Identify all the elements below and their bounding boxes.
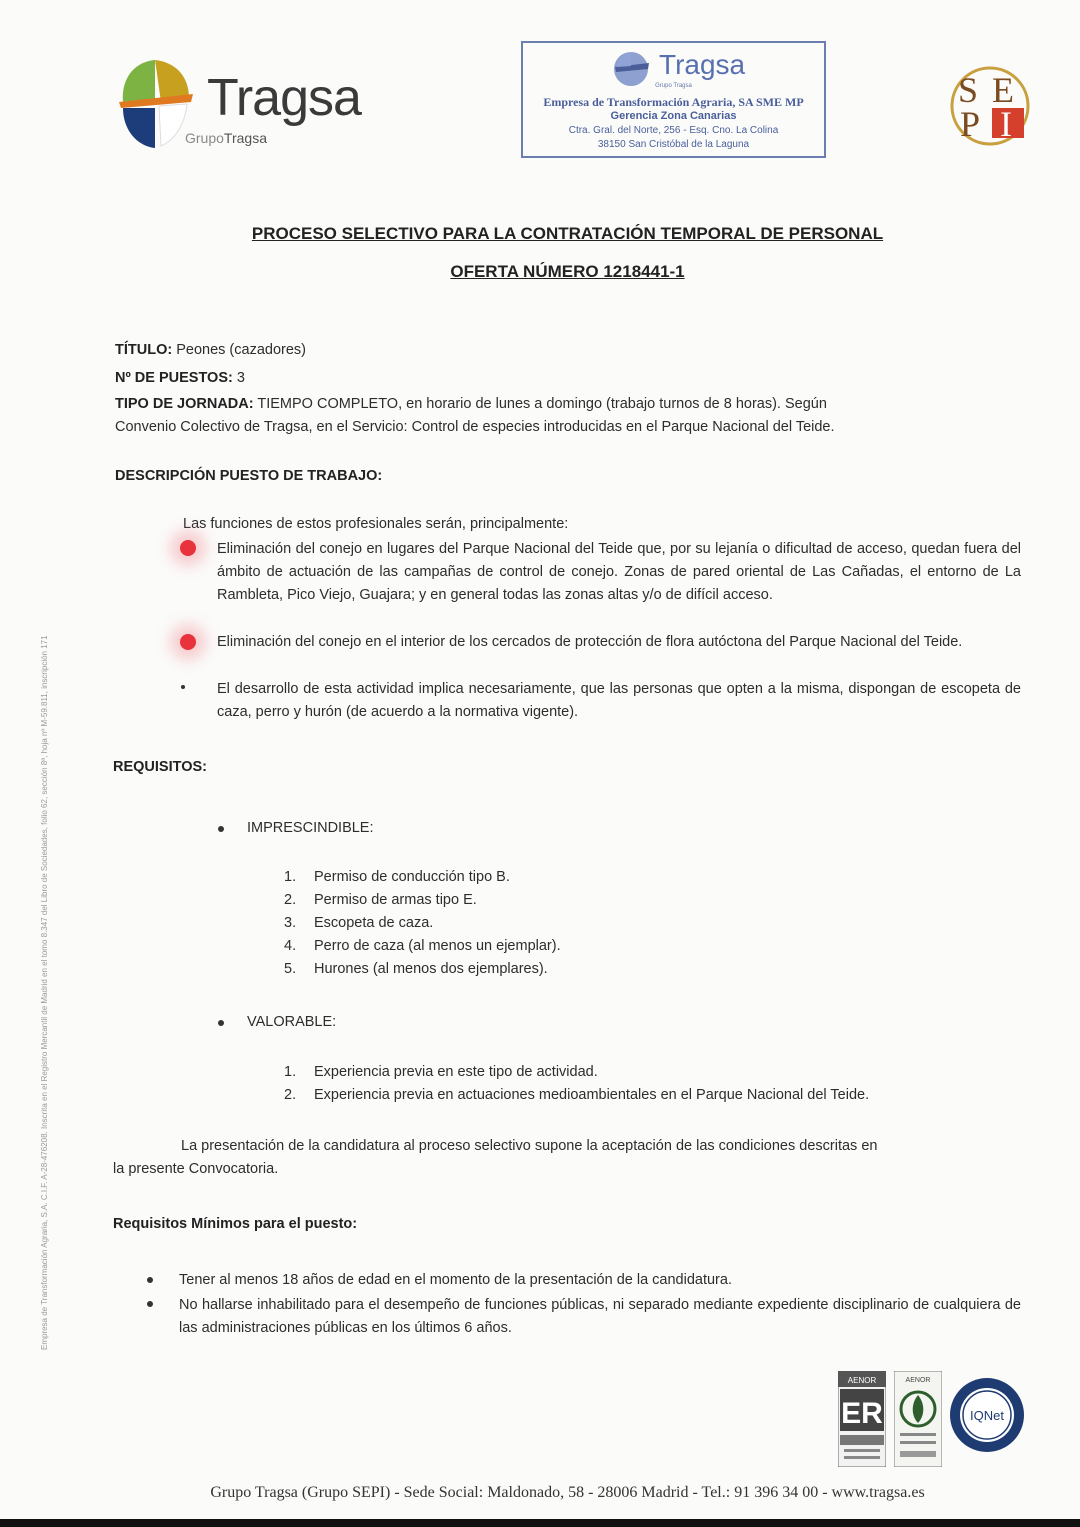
offer-number: OFERTA NÚMERO 1218441-1 — [450, 262, 685, 281]
essential-item-5: Hurones (al menos dos ejemplares). — [314, 961, 548, 977]
acceptance-line-2: la presente Convocatoria. — [113, 1161, 279, 1177]
acceptance-line-1: La presentación de la candidatura al proceso selectivo supone la aceptación de las condiciones descritas en — [181, 1138, 878, 1154]
aenor-1-label: AENOR — [847, 1376, 877, 1385]
essential-item-2: Permiso de armas tipo E. — [314, 892, 477, 908]
company-stamp — [521, 41, 826, 158]
positions-field — [115, 367, 245, 390]
schedule-line-1: TIEMPO COMPLETO, en horario de lunes a domingo (trabajo turnos de 8 horas). Según — [257, 396, 827, 412]
essential-label: IMPRESCINDIBLE: — [247, 820, 374, 836]
minimum-heading: Requisitos Mínimos para el puesto: — [113, 1216, 358, 1232]
stamp-brand: Tragsa — [659, 49, 746, 80]
valued-label: VALORABLE: — [247, 1014, 337, 1030]
sepi-letter-p: P — [960, 104, 981, 144]
stamp-city: 38150 San Cristóbal de la Laguna — [597, 139, 750, 150]
valued-num-1: 1. — [284, 1064, 297, 1080]
iqnet-certificate — [948, 1376, 1026, 1454]
minimum-item-1: Tener al menos 18 años de edad en el momento de la presentación de la candidatura. — [179, 1272, 732, 1288]
valued-num-2: 2. — [284, 1087, 297, 1103]
bullet-essential — [218, 826, 224, 832]
aenor-er-mark: ER — [841, 1397, 883, 1430]
tragsa-logo — [115, 58, 375, 153]
schedule-field — [115, 393, 1020, 439]
description-item-2: Eliminación del conejo en el interior de los cercados de protección de flora autóctona del Parque Nacional del Teide. — [217, 634, 963, 650]
stamp-company-name: Empresa de Transformación Agraria, SA SME MP — [543, 95, 804, 109]
document-title: PROCESO SELECTIVO PARA LA CONTRATACIÓN TEMPORAL DE PERSONAL — [251, 224, 884, 243]
title-value: Peones (cazadores) — [176, 342, 306, 358]
red-bullet-1 — [180, 540, 196, 556]
red-bullet-2 — [180, 634, 196, 650]
bullet-minimum-2 — [147, 1301, 153, 1307]
tragsa-logo-icon — [115, 58, 195, 150]
schedule-label: TIPO DE JORNADA: — [115, 396, 254, 412]
sepi-letter-s: S — [958, 70, 979, 110]
bullet-minimum-1 — [147, 1277, 153, 1283]
valued-item-1: Experiencia previa en este tipo de actividad. — [314, 1064, 598, 1080]
bottom-edge — [0, 1519, 1080, 1527]
essential-item-1: Permiso de conducción tipo B. — [314, 869, 510, 885]
essential-item-4: Perro de caza (al menos un ejemplar). — [314, 938, 561, 954]
essential-item-3: Escopeta de caza. — [314, 915, 434, 931]
schedule-line-2: Convenio Colectivo de Tragsa, en el Servicio: Control de especies introducidas en el Parque Nacional del Teide. — [115, 419, 835, 435]
essential-num-1: 1. — [284, 869, 297, 885]
positions-value: 3 — [236, 370, 245, 386]
minimum-item-2: No hallarse inhabilitado para el desempeño de funciones públicas, ni separado mediante expediente disciplinario de cualquiera de las administraciones públicas en los últimos 6 años. — [179, 1297, 1021, 1336]
bullet-valued — [218, 1020, 224, 1026]
requirements-heading: REQUISITOS: — [113, 759, 207, 775]
description-intro: Las funciones de estos profesionales serán, principalmente: — [183, 516, 569, 532]
stamp-group: Grupo Tragsa — [655, 83, 692, 89]
aenor-er-certificate — [838, 1371, 886, 1467]
stamp-address: Ctra. Gral. del Norte, 256 - Esq. Cno. La Colina — [568, 125, 779, 136]
registration-side-text: Empresa de Transformación Agraria, S.A. C.I.F. A-28-476208. Inscrita en el Registro Mercantil de Madrid en el tomo 8.347 del Libro de Sociedades, folio 62, sección 8ª, hoja nº M-59.811, inscripción 171 — [40, 635, 49, 1350]
aenor-environment-certificate — [894, 1371, 942, 1467]
description-heading: DESCRIPCIÓN PUESTO DE TRABAJO: — [115, 468, 383, 484]
tragsa-brand-text: Tragsa — [207, 69, 361, 127]
aenor-2-label: AENOR — [905, 1377, 931, 1384]
positions-label: Nº DE PUESTOS: — [115, 370, 233, 386]
footer-contact: Grupo Tragsa (Grupo SEPI) - Sede Social: Maldonado, 58 - 28006 Madrid - Tel.: 91 396 34 00 - www.tragsa.es — [210, 1484, 925, 1501]
essential-num-2: 2. — [284, 892, 297, 908]
tragsa-group-text: GrupoTragsa — [185, 130, 267, 146]
iqnet-label: IQNet — [970, 1408, 1004, 1423]
stamp-office: Gerencia Zona Canarias — [610, 110, 737, 122]
sepi-letter-e: E — [992, 70, 1014, 110]
essential-num-4: 4. — [284, 938, 297, 954]
description-item-3: El desarrollo de esta actividad implica necesariamente, que las personas que opten a la misma, dispongan de escopeta de caza, perro y hurón (de acuerdo a la normativa vigente). — [217, 681, 1021, 720]
essential-num-3: 3. — [284, 915, 297, 931]
title-field — [115, 339, 306, 362]
sepi-logo — [948, 64, 1032, 148]
valued-item-2: Experiencia previa en actuaciones medioambientales en el Parque Nacional del Teide. — [314, 1087, 870, 1103]
essential-num-5: 5. — [284, 961, 297, 977]
sepi-letter-i: I — [1000, 104, 1012, 144]
title-label: TÍTULO: — [115, 342, 173, 358]
description-item-1: Eliminación del conejo en lugares del Parque Nacional del Teide que, por su lejanía o dificultad de acceso, quedan fuera del ámbito de actuación de las campañas de control de conejo. Zonas de pared oriental de Las Cañadas, el entorno de La Rambleta, Pico Viejo, Guajara; y en general todas las zonas altas y/o de difícil acceso. — [217, 541, 1021, 603]
bullet-3 — [181, 685, 185, 689]
